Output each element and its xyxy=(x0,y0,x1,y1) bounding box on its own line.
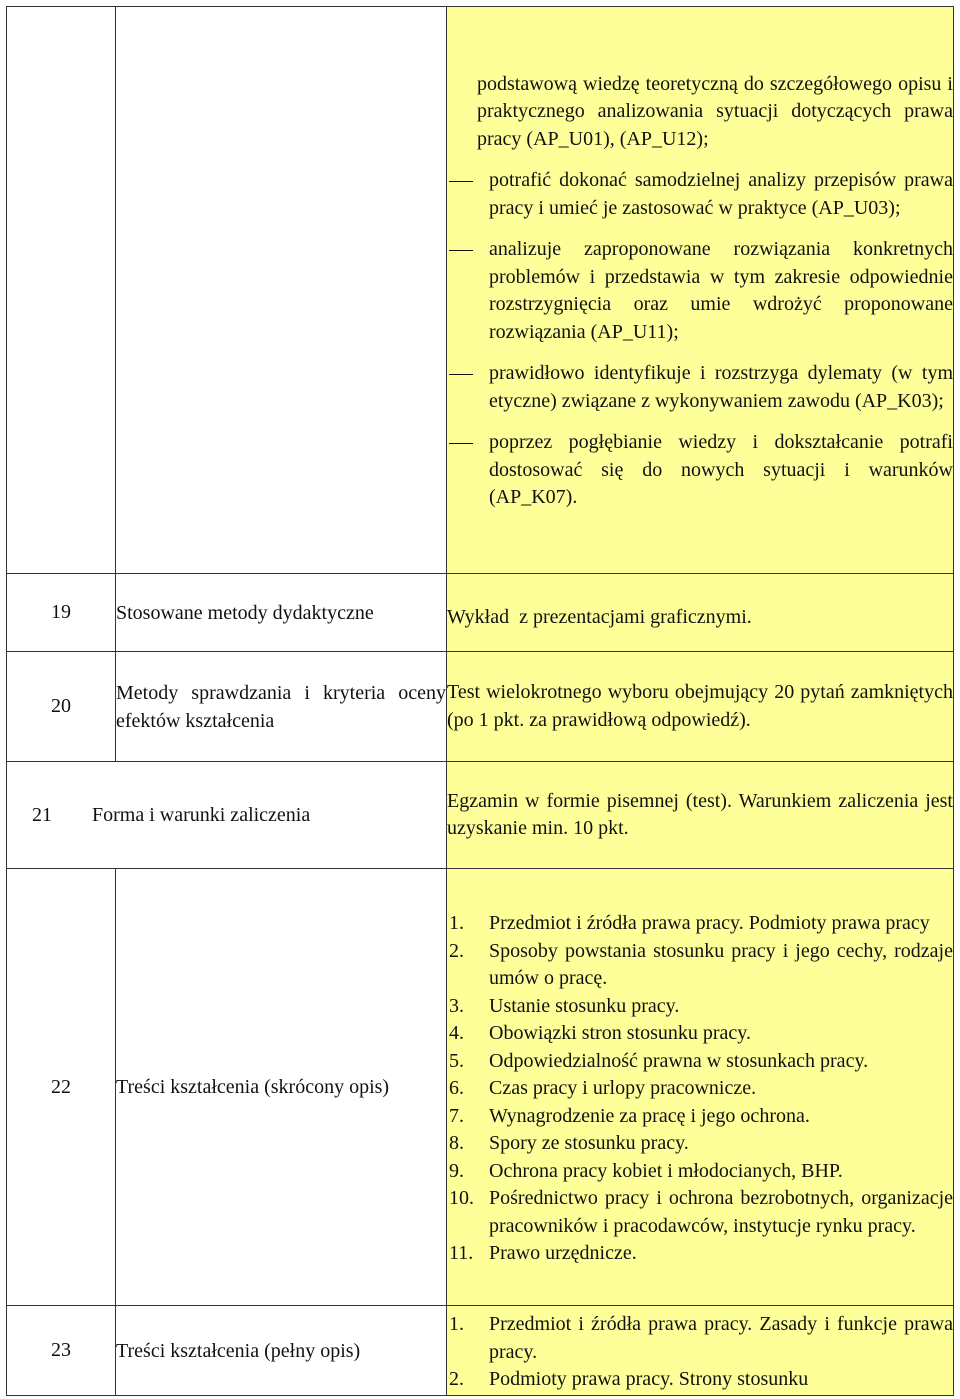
list-item-number: 5. xyxy=(449,1049,464,1072)
list-item-text: Wynagrodzenie za pracę i jego ochrona. xyxy=(489,1104,810,1127)
row-label: Stosowane metody dydaktyczne xyxy=(116,574,447,652)
list-item xyxy=(447,1130,953,1158)
row-value: Wykład z prezentacjami graficznymi. xyxy=(447,574,954,652)
list-item-number: 6. xyxy=(449,1077,464,1100)
row-value: Egzamin w formie pisemnej (test). Warunkiem zaliczenia jest uzyskanie min. 10 pkt. xyxy=(447,762,954,869)
table-row-20 xyxy=(7,652,954,762)
row-label-empty xyxy=(116,7,447,574)
row-number-empty xyxy=(7,7,116,574)
list-item xyxy=(447,1311,953,1366)
table-row-22 xyxy=(7,869,954,1306)
outcome-item: prawidłowo identyfikuje i rozstrzyga dylematy (w tym etyczne) związane z wykonywaniem zawodu (AP_K03); xyxy=(489,362,953,412)
learning-outcomes-cell xyxy=(447,7,954,574)
list-item-number: 7. xyxy=(449,1104,464,1127)
list-item xyxy=(447,938,953,993)
row-label: Forma i warunki zaliczenia xyxy=(92,803,311,826)
list-item xyxy=(447,910,953,938)
row-label: Metody sprawdzania i kryteria oceny efektów kształcenia xyxy=(116,652,447,762)
list-item-number: 11. xyxy=(449,1242,474,1265)
row-number: 23 xyxy=(7,1306,116,1396)
list-item-number: 4. xyxy=(449,1022,464,1045)
list-item-number: 3. xyxy=(449,994,464,1017)
row-21-label-cell xyxy=(7,762,447,869)
list-item-text: Ustanie stosunku pracy. xyxy=(489,994,680,1017)
table-row-23 xyxy=(7,1306,954,1396)
table-row-21 xyxy=(7,762,954,869)
list-item xyxy=(447,1048,953,1076)
list-item-number: 1. xyxy=(449,912,464,935)
outcome-item: analizuje zaproponowane rozwiązania konkretnych problemów i przedstawia w tym zakresie odpowiednie rozstrzygnięcia oraz umie wdrożyć proponowane rozwiązania (AP_U11); xyxy=(489,238,953,343)
table-row-continuation xyxy=(7,7,954,574)
list-item xyxy=(447,1366,953,1394)
content-list xyxy=(447,1311,953,1394)
row-number: 22 xyxy=(7,869,116,1306)
list-item xyxy=(447,1185,953,1240)
row-label: Treści kształcenia (pełny opis) xyxy=(116,1306,447,1396)
list-item-number: 2. xyxy=(449,1368,464,1391)
outcome-text: podstawową wiedzę teoretyczną do szczegółowego opisu i praktycznego analizowania sytuacji dotyczących prawa pracy (AP_U01), (AP_U12); xyxy=(477,72,953,150)
list-item xyxy=(447,1103,953,1131)
table-row-19 xyxy=(7,574,954,652)
outcome-item: poprzez pogłębianie wiedzy i dokształcanie potrafi dostosować się do nowych sytuacji i warunków (AP_K07). xyxy=(489,431,953,508)
outcome-item: potrafić dokonać samodzielnej analizy przepisów prawa pracy i umieć je zastosować w praktyce (AP_U03); xyxy=(489,169,953,219)
list-item-number: 9. xyxy=(449,1159,464,1182)
row-number: 20 xyxy=(7,652,116,762)
course-content-full xyxy=(447,1306,954,1396)
row-value: Test wielokrotnego wyboru obejmujący 20 pytań zamkniętych (po 1 pkt. za prawidłową odpowiedź). xyxy=(447,652,954,762)
list-item-text: Prawo urzędnicze. xyxy=(489,1242,637,1265)
row-number: 19 xyxy=(7,574,116,652)
list-item-text: Obowiązki stron stosunku pracy. xyxy=(489,1022,751,1045)
course-content-short xyxy=(447,869,954,1306)
row-label: Treści kształcenia (skrócony opis) xyxy=(116,869,447,1306)
list-item xyxy=(447,1158,953,1186)
list-item-number: 1. xyxy=(449,1313,464,1336)
list-item xyxy=(447,1240,953,1268)
syllabus-table xyxy=(6,6,954,1396)
list-item-text: Spory ze stosunku pracy. xyxy=(489,1132,689,1155)
list-item-number: 10. xyxy=(449,1187,474,1210)
list-item-text: Podmioty prawa pracy. Strony stosunku xyxy=(489,1368,809,1391)
row-number: 21 xyxy=(32,803,52,826)
list-item-text: Przedmiot i źródła prawa pracy. Podmioty prawa pracy xyxy=(489,912,930,935)
list-item-number: 8. xyxy=(449,1132,464,1155)
list-item-text: Sposoby powstania stosunku pracy i jego cechy, rodzaje umów o pracę. xyxy=(489,939,953,990)
list-item xyxy=(447,993,953,1021)
list-item-text: Przedmiot i źródła prawa pracy. Zasady i funkcje prawa pracy. xyxy=(489,1313,953,1363)
content-list xyxy=(447,910,953,1268)
list-item-number: 2. xyxy=(449,939,464,962)
list-item-text: Odpowiedzialność prawna w stosunkach pracy. xyxy=(489,1049,869,1072)
list-item-text: Czas pracy i urlopy pracownicze. xyxy=(489,1077,757,1100)
list-item-text: Ochrona pracy kobiet i młodocianych, BHP. xyxy=(489,1159,843,1182)
list-item xyxy=(447,1075,953,1103)
list-item-text: Pośrednictwo pracy i ochrona bezrobotnych, organizacje pracowników i pracodawców, instytucje rynku pracy. xyxy=(489,1187,953,1237)
list-item xyxy=(447,1020,953,1048)
